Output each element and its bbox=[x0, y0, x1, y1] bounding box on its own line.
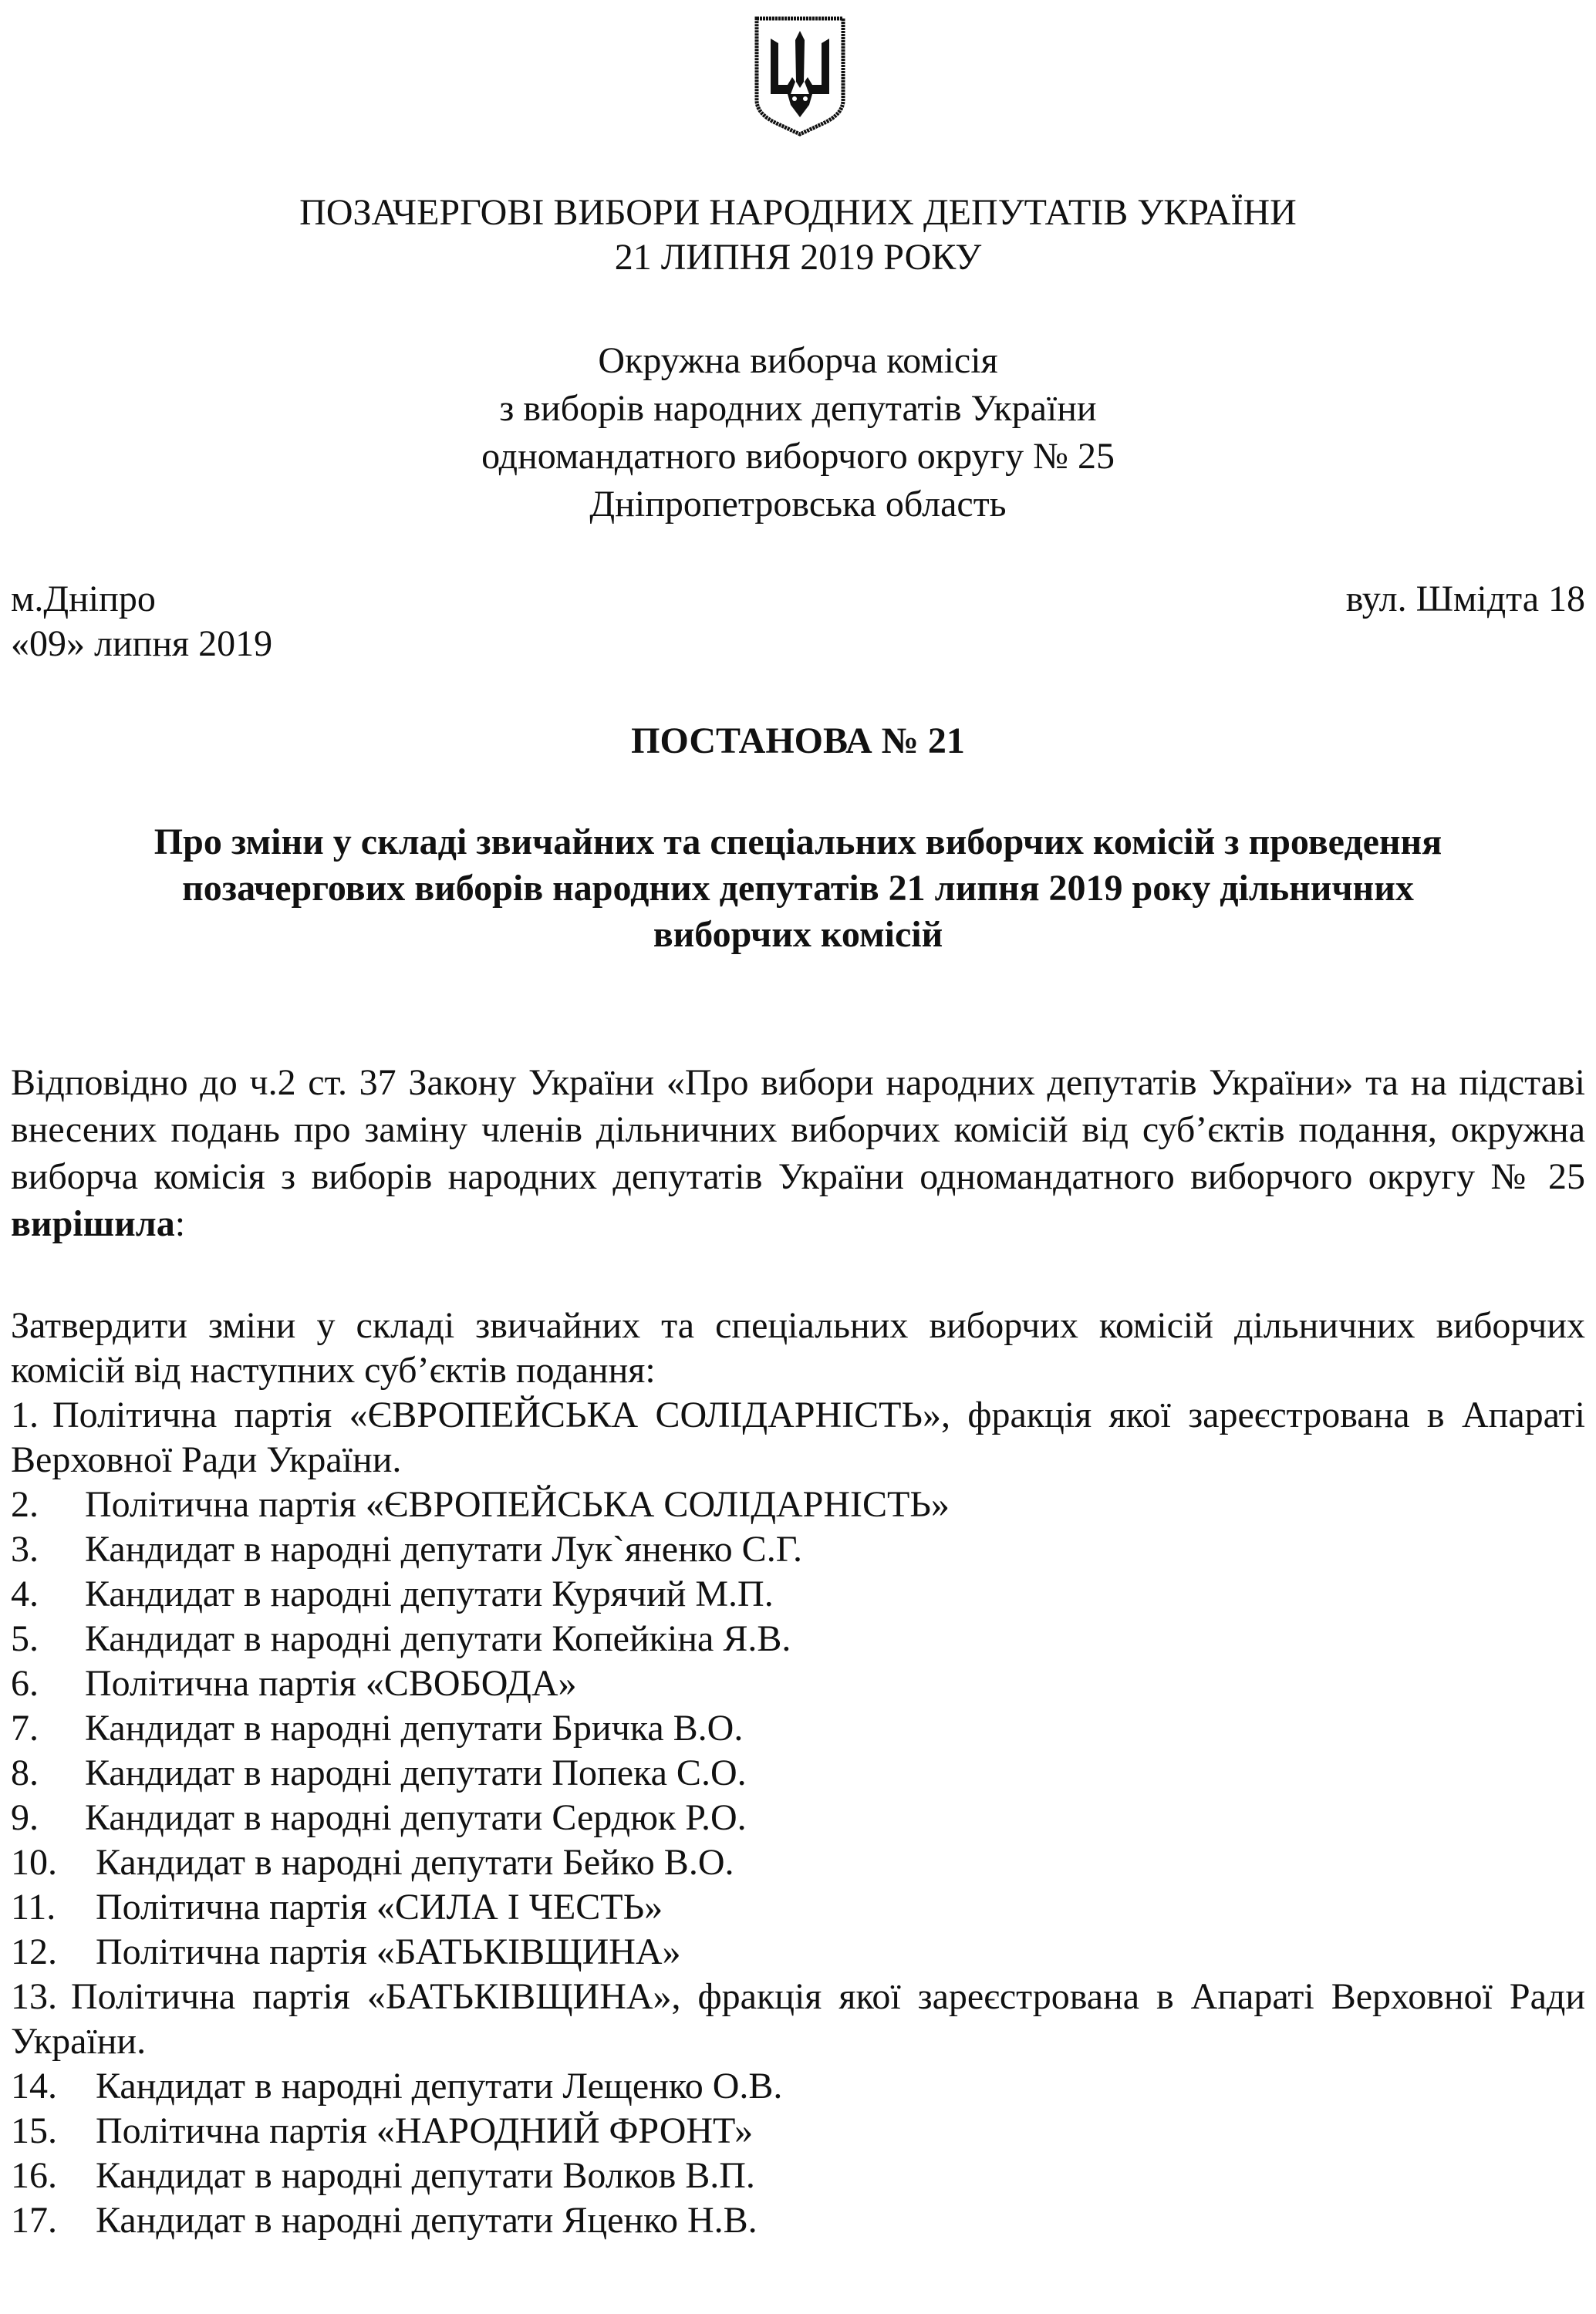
list-item bbox=[11, 1617, 1585, 1661]
approval-section bbox=[11, 1304, 1585, 2243]
preamble-paragraph bbox=[11, 1059, 1585, 1247]
commission-district: одномандатного виборчого округу № 25 bbox=[481, 436, 1115, 477]
item-text: Кандидат в народні депутати Бейко В.О. bbox=[96, 1842, 734, 1883]
item-text: Кандидат в народні депутати Попека С.О. bbox=[85, 1752, 747, 1793]
item-text: Кандидат в народні депутати Сердюк Р.О. bbox=[85, 1797, 747, 1838]
list-item bbox=[11, 2198, 1585, 2243]
item-text: Кандидат в народні депутати Волков В.П. bbox=[96, 2155, 755, 2196]
resolution-title: ПОСТАНОВА № 21 bbox=[631, 720, 965, 761]
item-text: Політична партія «БАТЬКІВЩИНА» bbox=[96, 1931, 681, 1972]
election-title-line: ПОЗАЧЕРГОВІ ВИБОРИ НАРОДНИХ ДЕПУТАТІВ УКРАЇНИ bbox=[299, 192, 1297, 233]
list-item bbox=[11, 1840, 1585, 1885]
list-item bbox=[11, 1796, 1585, 1840]
list-item bbox=[11, 1661, 1585, 1706]
list-item bbox=[11, 1393, 1585, 1483]
list-item bbox=[11, 1885, 1585, 1930]
submitters-list bbox=[11, 1393, 1585, 2243]
decision-colon: : bbox=[174, 1203, 186, 1244]
item-number: 10. bbox=[11, 1842, 57, 1883]
item-text: Політична партія «ЄВРОПЕЙСЬКА СОЛІДАРНІСТЬ», фракція якої зареєстрована в Апараті Верховної Ради України. bbox=[11, 1395, 1585, 1480]
item-text: Політична партія «СВОБОДА» bbox=[85, 1663, 577, 1704]
item-text: Кандидат в народні депутати Копейкіна Я.В. bbox=[85, 1618, 791, 1659]
item-text: Кандидат в народні депутати Курячий М.П. bbox=[85, 1574, 774, 1614]
list-item bbox=[11, 2154, 1585, 2198]
election-title bbox=[0, 191, 1596, 280]
preamble-text: Відповідно до ч.2 ст. 37 Закону України «Про вибори народних депутатів України» та на підставі внесених подань про заміну членів дільничних виборчих комісій від суб’єктів подання, окружна виборча комісія з виборів народних депутатів України одномандатного виборчого округу № 25 bbox=[11, 1062, 1585, 1197]
list-item bbox=[11, 1706, 1585, 1751]
decision-word: вирішила bbox=[11, 1203, 175, 1244]
list-item bbox=[11, 1975, 1585, 2064]
item-number: 14. bbox=[11, 2066, 57, 2107]
commission-block bbox=[0, 337, 1596, 528]
trident-coat-of-arms-icon bbox=[752, 14, 848, 137]
item-number: 7. bbox=[11, 1708, 39, 1749]
approval-intro: Затвердити зміни у складі звичайних та спеціальних виборчих комісій дільничних виборчих комісій від наступних суб’єктів подання: bbox=[11, 1305, 1585, 1391]
item-number: 9. bbox=[11, 1797, 39, 1838]
item-number: 15. bbox=[11, 2110, 57, 2151]
item-number: 1. bbox=[11, 1395, 39, 1435]
subject-line: позачергових виборів народних депутатів 21 липня 2019 року дільничних bbox=[182, 868, 1414, 909]
item-number: 13. bbox=[11, 1976, 57, 2017]
item-text: Кандидат в народні депутати Бричка В.О. bbox=[85, 1708, 744, 1749]
item-text: Політична партія «ЄВРОПЕЙСЬКА СОЛІДАРНІСТЬ» bbox=[85, 1484, 950, 1525]
item-number: 3. bbox=[11, 1529, 39, 1570]
list-item bbox=[11, 2109, 1585, 2154]
list-item bbox=[11, 1930, 1585, 1975]
item-number: 5. bbox=[11, 1618, 39, 1659]
item-text: Кандидат в народні депутати Яценко Н.В. bbox=[96, 2200, 758, 2241]
item-number: 12. bbox=[11, 1931, 57, 1972]
commission-scope: з виборів народних депутатів України bbox=[499, 388, 1097, 429]
commission-region: Дніпропетровська область bbox=[589, 484, 1007, 525]
city: м.Дніпро bbox=[11, 578, 156, 619]
list-item bbox=[11, 1572, 1585, 1617]
item-number: 8. bbox=[11, 1752, 39, 1793]
commission-name: Окружна виборча комісія bbox=[598, 340, 998, 381]
election-date-line: 21 ЛИПНЯ 2019 РОКУ bbox=[614, 237, 982, 278]
list-item bbox=[11, 2064, 1585, 2109]
subject-line: виборчих комісій bbox=[653, 914, 943, 955]
address: вул. Шмідта 18 bbox=[1345, 578, 1585, 619]
list-item bbox=[11, 1483, 1585, 1527]
place-date-block bbox=[11, 577, 272, 666]
item-number: 11. bbox=[11, 1887, 56, 1928]
document-date: «09» липня 2019 bbox=[11, 623, 273, 664]
item-number: 17. bbox=[11, 2200, 57, 2241]
item-text: Кандидат в народні депутати Лук`яненко С.Г. bbox=[85, 1529, 803, 1570]
item-number: 16. bbox=[11, 2155, 57, 2196]
item-text: Кандидат в народні депутати Лещенко О.В. bbox=[96, 2066, 783, 2107]
item-number: 4. bbox=[11, 1574, 39, 1614]
list-item bbox=[11, 1751, 1585, 1796]
item-number: 2. bbox=[11, 1484, 39, 1525]
item-text: Політична партія «БАТЬКІВЩИНА», фракція якої зареєстрована в Апараті Верховної Ради України. bbox=[11, 1976, 1585, 2062]
item-text: Політична партія «НАРОДНИЙ ФРОНТ» bbox=[96, 2110, 754, 2151]
subject-line: Про зміни у складі звичайних та спеціальних виборчих комісій з проведення bbox=[154, 821, 1442, 862]
item-text: Політична партія «СИЛА І ЧЕСТЬ» bbox=[96, 1887, 663, 1928]
resolution-subject bbox=[0, 819, 1596, 958]
item-number: 6. bbox=[11, 1663, 39, 1704]
list-item bbox=[11, 1527, 1585, 1572]
